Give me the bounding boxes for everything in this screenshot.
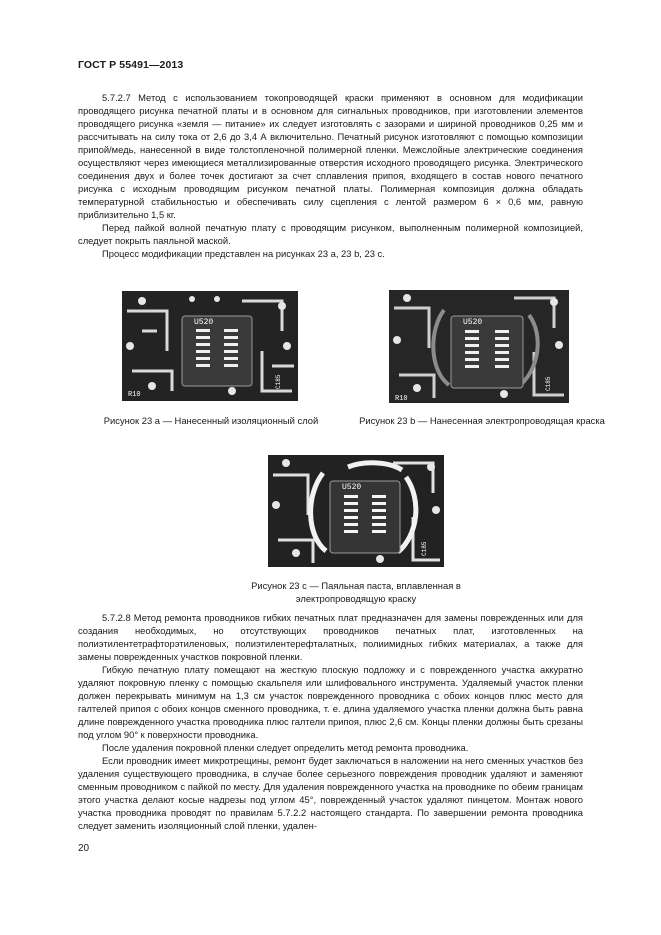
section-5-7-2-7 (78, 91, 583, 260)
chip-label: U520 (342, 483, 362, 492)
figure-23b-caption: Рисунок 23 b — Нанесенная электропроводящая краска (359, 415, 605, 426)
paragraph: 5.7.2.8 Метод ремонта проводников гибких печатных плат предназначен для замены поврежденных или для создания необходимых, но отсутствующих проводников печатных плат, изготовленных на полиэтилентетрафторэтиленовых, полиэтилентерефталатных, полиимидных гибких материалах, а также для замены поврежденных участков покровной пленки. (78, 612, 583, 662)
pad-label: C185 (545, 376, 552, 391)
paragraph: Процесс модификации представлен на рисунках 23 a, 23 b, 23 c. (102, 248, 385, 259)
chip-label: U520 (194, 318, 214, 327)
section-5-7-2-8 (78, 611, 583, 832)
paragraph: Перед пайкой волной печатную плату с проводящим рисунком, выполненным полимерной композицией, следует покрыть паяльной маской. (78, 222, 583, 246)
paragraph: Если проводник имеет микротрещины, ремонт будет заключаться в наложении на него сменных участков без удаления существующего проводника, в случае более серьезного повреждения проводник удаляют и заменяют сменным проводником с пайкой по месту. Для удаления поврежденного участка на проводнике по обеим границам этого участка делают косые надрезы под углом 45°, поврежденный участок удаляют пинцетом. Монтаж нового участка проводника проводят по правилам 5.7.2.2 настоящего стандарта. По завершении ремонта проводника следует заменить изоляционный слой пленки, удален- (78, 755, 583, 831)
figure-23b-image (389, 290, 569, 403)
figure-23a-caption: Рисунок 23 а — Нанесенный изоляционный слой (103, 415, 319, 426)
chip-label: U520 (463, 318, 483, 327)
ref-label: R10 (128, 391, 141, 399)
pad-label: C185 (275, 374, 282, 389)
figure-23c-image (268, 455, 444, 567)
ref-label: R10 (395, 395, 408, 403)
page-number: 20 (78, 843, 90, 854)
paragraph: После удаления покровной пленки следует определить метод ремонта проводника. (102, 742, 469, 753)
document-header: ГОСТ Р 55491—2013 (78, 59, 184, 71)
figure-23c-caption: Рисунок 23 c — Паяльная паста, вплавленная в электропроводящую краску (251, 580, 461, 604)
paragraph: 5.7.2.7 Метод с использованием токопроводящей краски применяют в основном для модификации проводящего рисунка печатной платы и в основном для сигнальных проводников, при изготовлении элементов проводящего рисунка «земля — питание» их следует изготовлять с зазорами и шириной проводников 0,25 мм и рассчитывать на силу тока от 2,6 до 3,4 А включительно. Печатный рисунок изготовляют с помощью композиции припой/медь, нанесенной в виде толстопленочной полимерной пленки. Межслойные электрические соединения осуществляют через имеющиеся металлизированные отверстия исходного проводящего рисунка. Электрического соединения двух и более точек достигают за счет сплавления припоя, входящего в состав нового печатного рисунка с исходным проводящим рисунком печатной платы. Полимерная композиция должна обладать температурной стабильностью и обеспечивать силу сцепления с лентой размером 6 × 0,6 мм, равную приблизительно 1,5 кг. (78, 92, 583, 220)
paragraph: Гибкую печатную плату помещают на жесткую плоскую подложку и с поврежденного участка аккуратно удаляют покровную пленку с помощью скальпеля или шлифовального инструмента. Удаляемый участок пленки должен перекрывать минимум на 1,3 см участок поврежденного проводника с обоих концов плюс место для галтелей припоя с обоих концов сменного проводника, т. е. длина удаляемого участка пленки должна быть равна длине поврежденного участка проводника плюс галтели припоя, плюс 2,6 см. Концы пленки должны быть срезаны под углом 90° к поверхности проводника. (78, 664, 583, 740)
figure-23a-image (122, 291, 298, 401)
ref-label: C185 (421, 541, 428, 556)
